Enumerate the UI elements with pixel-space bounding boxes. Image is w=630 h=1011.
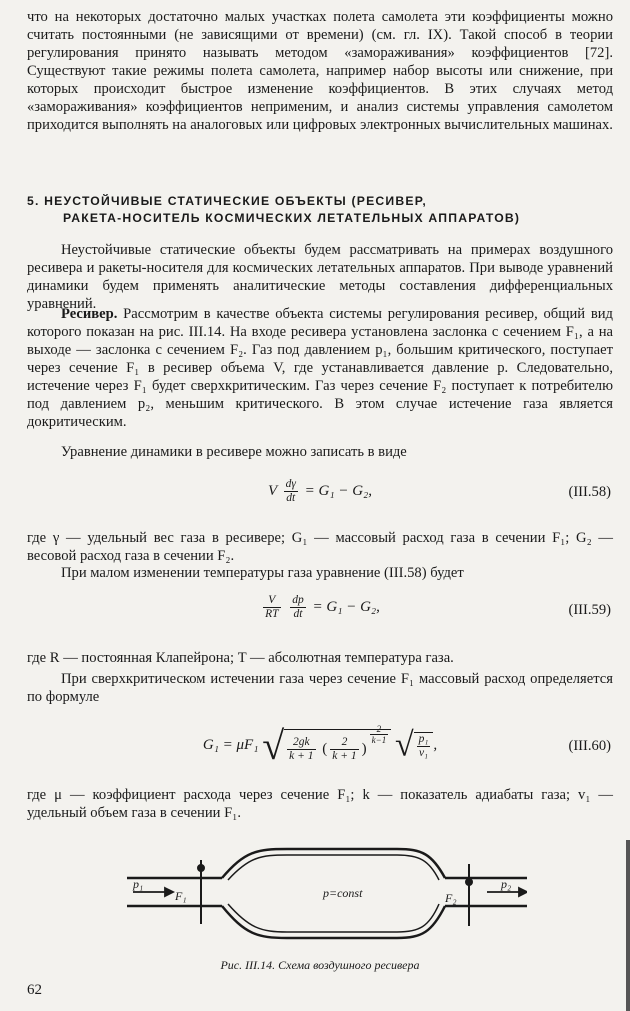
eq60-tail: , (433, 736, 438, 753)
paragraph-receiver (27, 305, 613, 431)
paragraph-small-temp: При малом изменении температуры газа уравнение (III.58) будет (61, 565, 464, 581)
eq60-f3n: p₁ (418, 732, 429, 745)
paragraph-dynamics: Уравнение динамики в ресивере можно записать в виде (61, 444, 407, 460)
paragraph-supercritical: При сверхкритическом истечении газа через сечение F₁ массовый расход определяется по формуле (27, 671, 613, 705)
receiver-figure (127, 846, 527, 951)
eq59-number: (III.59) (568, 602, 611, 618)
eq58-number: (III.58) (568, 484, 611, 500)
outlet-arrowhead-icon (519, 888, 527, 896)
binding-edge (626, 840, 630, 1011)
inlet-arrowhead-icon (165, 888, 173, 896)
eq59-den2: dt (293, 608, 303, 620)
paragraph-mu: где μ — коэффициент расхода через сечение F₁; k — показатель адиабаты газа; v₁ — удельный объем газа в сечении F₁. (27, 787, 613, 821)
eq60-number: (III.60) (568, 738, 611, 754)
inlet-valve-icon (198, 860, 204, 924)
label-p-const: p=const (323, 886, 363, 900)
eq60-f2d: k + 1 (332, 749, 357, 762)
eq59-num2: dp (292, 594, 304, 606)
equation-iii59 (27, 592, 613, 632)
label-f2: F₂ (445, 891, 457, 905)
eq59-num1: V (263, 594, 280, 608)
outlet-valve-icon (466, 864, 472, 926)
eq58-rhs: = G₁ − G₂, (304, 482, 373, 499)
eq60-lhs: G₁ = μF₁ (202, 736, 259, 753)
equation-iii58 (27, 476, 613, 512)
paragraph-gamma: где γ — удельный вес газа в ресивере; G₁ — массовый расход газа в сечении F₁; G₂ — весовой расход газа в сечении F₂. (27, 530, 613, 564)
eq60-f2n: 2 (330, 736, 358, 750)
equation-iii60 (27, 712, 613, 778)
eq60-radicand2 (414, 732, 434, 760)
eq60-frac1 (287, 736, 315, 763)
label-f1: F₁ (175, 889, 187, 903)
eq58-den: dt (286, 492, 296, 504)
eq58-lhs: V (267, 482, 277, 499)
receiver-diagram (127, 846, 527, 946)
eq59-fraction1 (263, 594, 280, 621)
eq60-exponent (370, 724, 389, 745)
receiver-text: Рассмотрим в качестве объекта системы регулирования ресивер, общий вид которого показан на рис. III.14. На входе ресивера установлена заслонка с сечением F₁, а на выходе — заслонка с сечением F₂. Газ под давлением p₁, большим критического, поступает через сечение F₁ в ресивер объема V, где устанавливается давление p. Следовательно, истечение через F₁ будет сверхкритическим. Газ через сечение F₂ поступает к потребителю под давлением p₂, меньшим критического. В этом случае истечение газа является докритическим. (27, 306, 613, 430)
section-heading (27, 193, 613, 227)
eq60-f1n: 2gk (287, 736, 315, 750)
eq59-fraction2 (290, 594, 306, 621)
eq60-radicand1: $\frac{2gk}{k + 1}$ ( $\frac{2}{k + 1}$ ) $\frac{2}{k-1}$ (284, 729, 391, 763)
eq60-f3d: v₁ (418, 746, 429, 759)
eq60-frac2 (330, 736, 358, 763)
eq60-exp-n: 2 (370, 724, 389, 735)
eq58-num: dγ (285, 478, 296, 490)
eq60-f1d: k + 1 (289, 749, 314, 762)
sqrt-sign-icon-2: √ (394, 726, 414, 764)
section-heading-line1: 5. НЕУСТОЙЧИВЫЕ СТАТИЧЕСКИЕ ОБЪЕКТЫ (РЕСИВЕР, (27, 194, 427, 208)
sqrt-sign-icon: √ (262, 723, 285, 768)
figure-caption: Рис. III.14. Схема воздушного ресивера (220, 958, 420, 972)
eq59-den1: RT (265, 608, 279, 620)
paragraph-clapeyron: где R — постоянная Клапейрона; T — абсолютная температура газа. (27, 650, 454, 666)
eq59-rhs: = G₁ − G₂, (312, 598, 380, 615)
section-heading-line2: РАКЕТА-НОСИТЕЛЬ КОСМИЧЕСКИХ ЛЕТАТЕЛЬНЫХ АППАРАТОВ) (63, 211, 521, 225)
label-p1: p₁ (133, 877, 144, 891)
eq58-fraction (284, 478, 298, 505)
page-number: 62 (27, 982, 42, 998)
receiver-lead: Ресивер. (61, 306, 118, 322)
paragraph-unstable-objects: Неустойчивые статические объекты будем рассматривать на примерах воздушного ресивера и ракеты-носителя для космических летательных аппаратов. При выводе уравнений динамики будем применять аналитические методы составления дифференциальных уравнений. (27, 242, 613, 312)
label-p2: p₂ (501, 877, 512, 891)
paragraph-intro: что на некоторых достаточно малых участках полета самолета эти коэффициенты можно считать постоянными (не зависящими от времени) (см. гл. IX). Такой способ в теории регулирования принято называть методом «замораживания» коэффициентов [72]. Существуют такие режимы полета самолета, например набор высоты или снижение, при которых происходит быстрое изменение коэффициентов. В этих случаях метод «замораживания» коэффициентов неприменим, и анализ системы управления самолетом приходится выполнять на аналоговых или цифровых электронных вычислительных машинах. (27, 9, 613, 133)
eq60-frac3 (417, 733, 431, 760)
eq60-exp-d: k−1 (371, 734, 387, 745)
